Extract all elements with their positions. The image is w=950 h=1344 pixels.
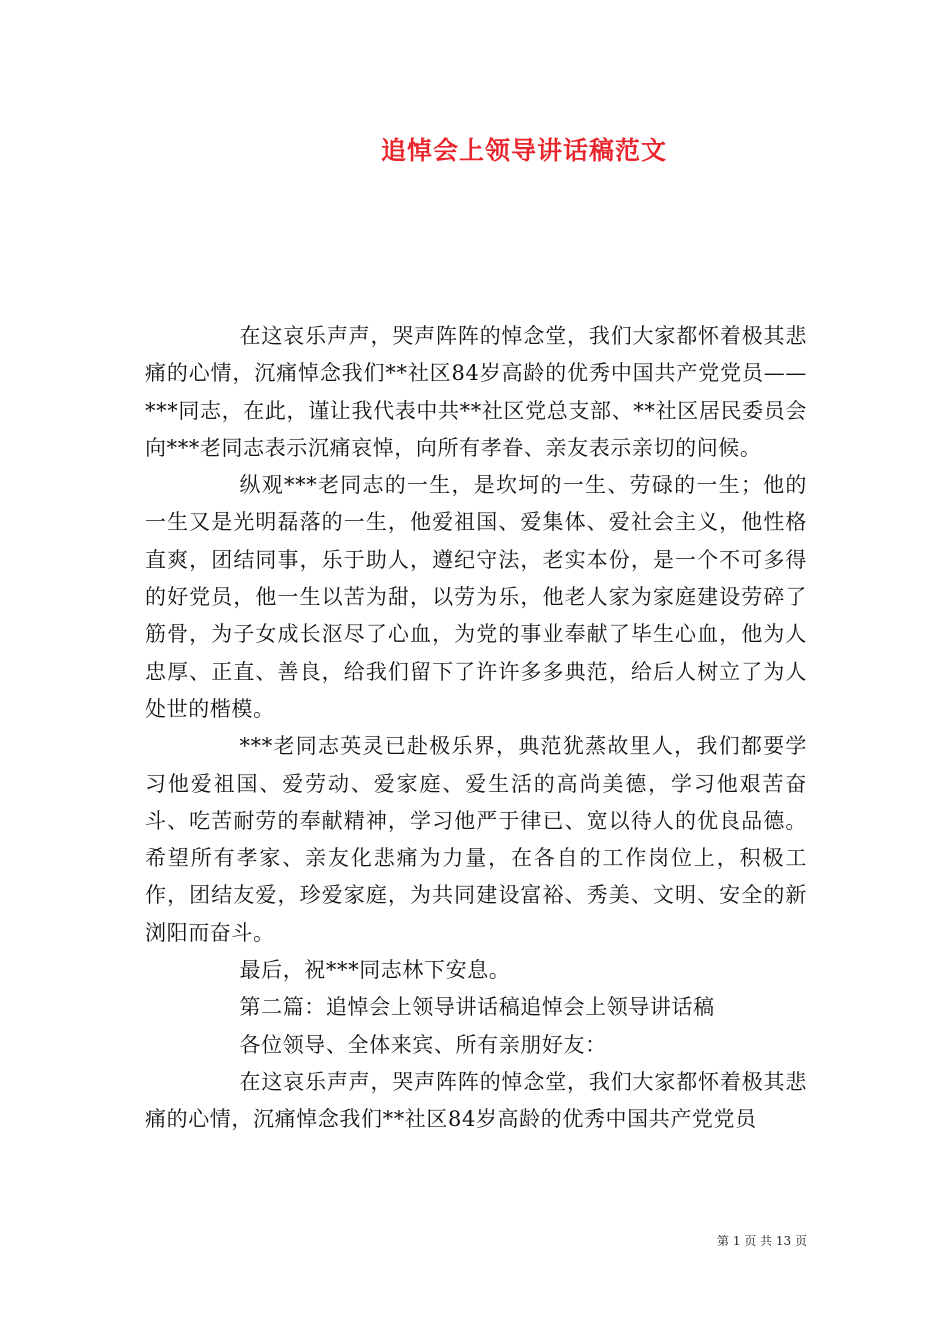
paragraph-3: ***老同志英灵已赴极乐界，典范犹蒸故里人，我们都要学习他爱祖国、爱劳动、爱家庭、爱生活的高尚美德，学习他艰苦奋斗、吃苦耐劳的奉献精神，学习他严于律已、宽以待人的优良品德。希望所有孝家、亲友化悲痛为力量，在各自的工作岗位上，积极工作，团结友爱，珍爱家庭，为共同建设富裕、秀美、文明、安全的新浏阳而奋斗。 xyxy=(145,734,807,945)
paragraph-4: 最后，祝***同志林下安息。 xyxy=(239,958,511,983)
document-body xyxy=(145,318,807,1139)
document-title: 追悼会上领导讲话稿范文 xyxy=(380,136,667,165)
paragraph-5: 第二篇：追悼会上领导讲话稿追悼会上领导讲话稿 xyxy=(239,995,715,1020)
paragraph-1: 在这哀乐声声，哭声阵阵的悼念堂，我们大家都怀着极其悲痛的心情，沉痛悼念我们**社区84岁高龄的优秀中国共产党党员——***同志，在此，谨让我代表中共**社区党总支部、**社区居民委员会向***老同志表示沉痛哀悼，向所有孝眷、亲友表示亲切的问候。 xyxy=(145,324,807,460)
paragraph-6: 各位领导、全体来宾、所有亲朋好友： xyxy=(239,1032,607,1057)
paragraph-7: 在这哀乐声声，哭声阵阵的悼念堂，我们大家都怀着极其悲痛的心情，沉痛悼念我们**社区84岁高龄的优秀中国共产党党员 xyxy=(145,1069,807,1132)
page-footer: 第 1 页 共 13 页 xyxy=(717,1234,807,1248)
paragraph-2: 纵观***老同志的一生，是坎坷的一生、劳碌的一生；他的一生又是光明磊落的一生，他爱祖国、爱集体、爱社会主义，他性格直爽，团结同事，乐于助人，遵纪守法，老实本份，是一个不可多得的好党员，他一生以苦为甜，以劳为乐，他老人家为家庭建设劳碎了筋骨，为子女成长沤尽了心血，为党的事业奉献了毕生心血，他为人忠厚、正直、善良，给我们留下了许许多多典范，给后人树立了为人处世的楷模。 xyxy=(145,473,807,721)
